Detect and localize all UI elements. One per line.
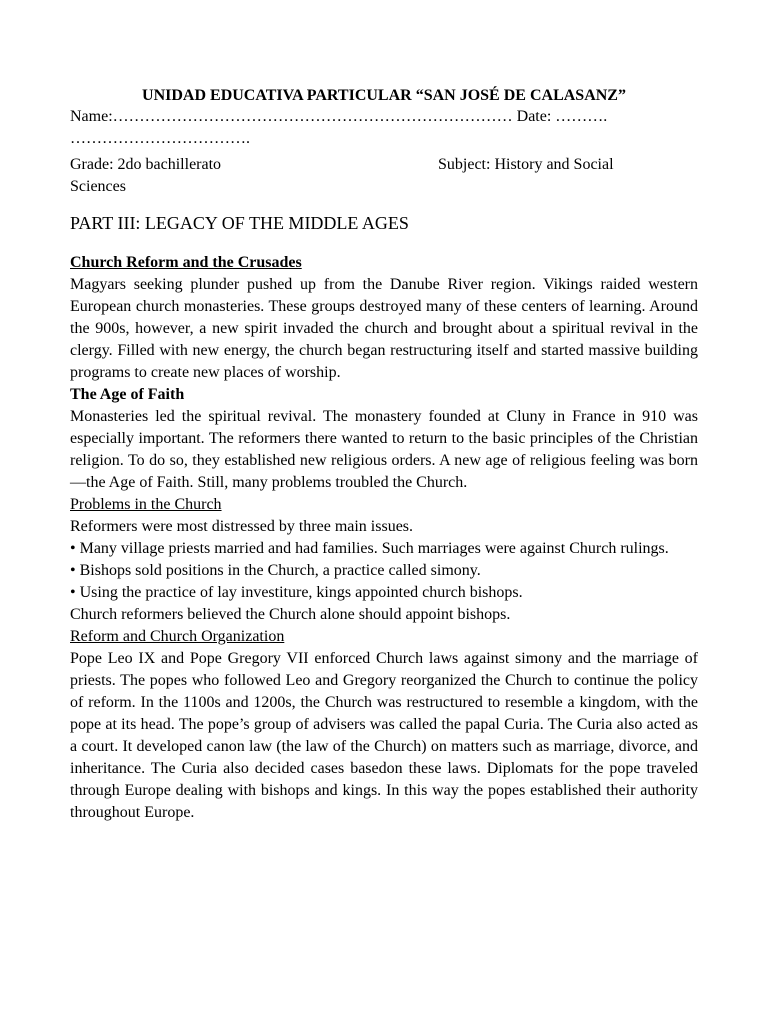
dotted-line: ……………………………. xyxy=(70,130,250,147)
problems-closing: Church reformers believed the Church alone should appoint bishops. xyxy=(70,606,511,623)
bullet-item-simony: • Bishops sold positions in the Church, a practice called simony. xyxy=(70,562,481,579)
problems-intro: Reformers were most distressed by three main issues. xyxy=(70,518,414,535)
subject-continuation: Sciences xyxy=(70,178,126,195)
part-title: PART III: LEGACY OF THE MIDDLE AGES xyxy=(70,213,409,233)
school-name: UNIDAD EDUCATIVA PARTICULAR “SAN JOSÉ DE CALASANZ” xyxy=(142,87,626,104)
bullet-item-lay-investiture: • Using the practice of lay investiture, kings appointed church bishops. xyxy=(70,584,523,601)
subject-label: Subject: History and Social xyxy=(438,156,614,173)
grade-label: Grade: 2do bachillerato xyxy=(70,156,222,173)
paragraph-age-of-faith: Monasteries led the spiritual revival. The monastery founded at Cluny in France in 910 was especially important. The reformers there wanted to return to the basic principles of the Christian religion. To do so, they established new religious orders. A new age of religious feeling was born—the Age of Faith. Still, many problems troubled the Church. xyxy=(70,408,698,491)
document-page xyxy=(70,86,698,824)
section-heading-reform-organization: Reform and Church Organization xyxy=(70,628,285,645)
name-date-line: Name:………………………………………………………………… Date: ………. xyxy=(70,108,608,125)
section-heading-church-reform: Church Reform and the Crusades xyxy=(70,254,302,271)
bullet-item-marriage: • Many village priests married and had families. Such marriages were against Church rulings. xyxy=(70,540,669,557)
paragraph-church-reform: Magyars seeking plunder pushed up from the Danube River region. Vikings raided western European church monasteries. These groups destroyed many of these centers of learning. Around the 900s, however, a new spirit invaded the church and brought about a spiritual revival in the clergy. Filled with new energy, the church began restructuring itself and started massive building programs to create new places of worship. xyxy=(70,276,698,381)
grade-subject-row xyxy=(70,154,698,176)
section-heading-age-of-faith: The Age of Faith xyxy=(70,386,185,403)
section-heading-problems: Problems in the Church xyxy=(70,496,222,513)
paragraph-reform-organization: Pope Leo IX and Pope Gregory VII enforced Church laws against simony and the marriage of priests. The popes who followed Leo and Gregory reorganized the Church to continue the policy of reform. In the 1100s and 1200s, the Church was restructured to resemble a kingdom, with the pope at its head. The pope’s group of advisers was called the papal Curia. The Curia also acted as a court. It developed canon law (the law of the Church) on matters such as marriage, divorce, and inheritance. The Curia also decided cases basedon these laws. Diplomats for the pope traveled through Europe dealing with bishops and kings. In this way the popes established their authority throughout Europe. xyxy=(70,650,698,821)
